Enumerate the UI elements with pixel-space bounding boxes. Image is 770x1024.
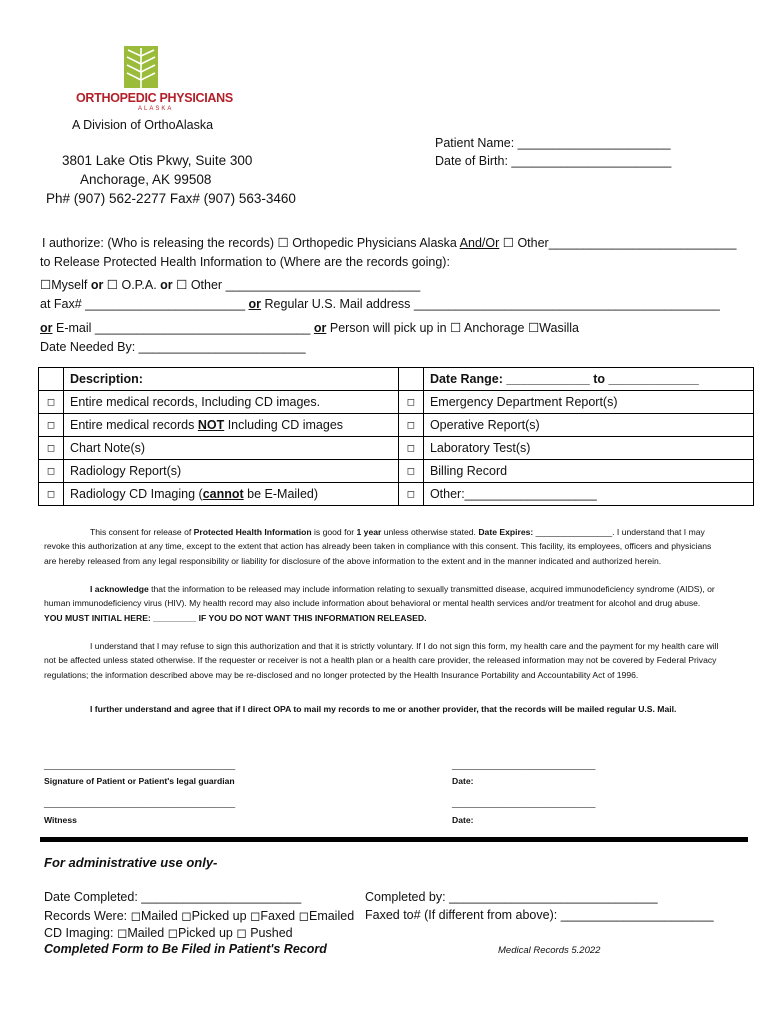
admin-title: For administrative use only- bbox=[44, 855, 218, 870]
records-table bbox=[38, 367, 754, 506]
or-text: or bbox=[313, 321, 327, 335]
other-releaser-field[interactable]: ☐ Other___________________________ bbox=[502, 236, 737, 250]
email-pickup-line[interactable] bbox=[40, 320, 579, 335]
date-completed-field[interactable]: Date Completed: _______________________ bbox=[44, 890, 302, 904]
witness-line[interactable]: ________________________________________ bbox=[44, 798, 236, 808]
description-header: Description: bbox=[64, 368, 399, 391]
empty-cell bbox=[398, 368, 423, 391]
record-option: Chart Note(s) bbox=[64, 437, 399, 460]
checkbox[interactable]: ◻ bbox=[398, 483, 423, 506]
record-option: Radiology CD Imaging (cannot be E-Mailed) bbox=[64, 483, 399, 506]
andor-text: And/Or bbox=[459, 236, 500, 250]
record-option: Emergency Department Report(s) bbox=[423, 391, 753, 414]
checkbox[interactable]: ◻ bbox=[398, 414, 423, 437]
witness-label: Witness bbox=[44, 815, 77, 825]
date-range-header[interactable]: Date Range: ____________ to _____________ bbox=[423, 368, 753, 391]
or-text: or bbox=[248, 297, 262, 311]
record-option: Billing Record bbox=[423, 460, 753, 483]
date-needed-field[interactable]: Date Needed By: ________________________ bbox=[40, 340, 306, 354]
mail-address-field[interactable]: Regular U.S. Mail address ____________________________________________ bbox=[264, 297, 720, 311]
consent-paragraph-1: This consent for release of Protected Health Information is good for 1 year unless otherwise stated. Date Expires: ________________. I understand that I may revoke this authorization at any time, except to the extent that action has already been taken in compliance with this consent. This facility, its employees, officers and physicians are hereby released from any legal responsibility or liability for disclosure of the above information to the extent and in the manner indicated and authorized herein. bbox=[44, 527, 712, 566]
faxed-to-field[interactable]: Faxed to# (If different from above): ______________________ bbox=[365, 908, 714, 922]
fax-mail-line[interactable] bbox=[40, 297, 720, 311]
pickup-field[interactable]: Person will pick up in ☐ Anchorage ☐Wasilla bbox=[329, 321, 579, 335]
checkbox[interactable]: ◻ bbox=[398, 437, 423, 460]
table-row bbox=[39, 437, 754, 460]
consent-paragraph-2: I acknowledge that the information to be released may include information relating to sexually transmitted disease, acquired immunodeficiency syndrome (AIDS), or human immunodeficiency virus (HIV). My health record may also include information about behavioral or mental health services and/or treatment for alcohol and drug abuse. YOU MUST INITIAL HERE: _________ IF YOU DO NOT WANT THIS INFORMATION RELEASED. bbox=[44, 584, 715, 623]
dob-field[interactable]: Date of Birth: _______________________ bbox=[435, 154, 672, 168]
checkbox[interactable]: ◻ bbox=[398, 460, 423, 483]
record-option: Radiology Report(s) bbox=[64, 460, 399, 483]
date-line[interactable]: ______________________________ bbox=[452, 760, 596, 770]
address-line1: 3801 Lake Otis Pkwy, Suite 300 bbox=[62, 153, 253, 168]
release-to-text: to Release Protected Health Information to (Where are the records going): bbox=[40, 255, 450, 269]
division-text: A Division of OrthoAlaska bbox=[72, 118, 214, 132]
other-record-field[interactable]: Other:___________________ bbox=[423, 483, 753, 506]
table-row bbox=[39, 460, 754, 483]
witness-date-label: Date: bbox=[452, 815, 474, 825]
footer-note: Completed Form to Be Filed in Patient's Record bbox=[44, 942, 327, 956]
table-row bbox=[39, 391, 754, 414]
authorize-text: I authorize: (Who is releasing the records) ☐ Orthopedic Physicians Alaska bbox=[42, 236, 457, 250]
section-divider bbox=[40, 837, 748, 842]
phone-fax: Ph# (907) 562-2277 Fax# (907) 563-3460 bbox=[46, 191, 296, 206]
company-logo bbox=[76, 44, 233, 116]
myself-checkbox[interactable]: ☐Myself bbox=[40, 278, 88, 292]
signature-line[interactable]: ________________________________________ bbox=[44, 760, 236, 770]
checkbox[interactable]: ◻ bbox=[39, 460, 64, 483]
logo-name: ORTHOPEDIC PHYSICIANS bbox=[76, 91, 233, 105]
logo-sub: ALASKA bbox=[138, 106, 174, 112]
other-recipient-field[interactable]: ☐ Other ____________________________ bbox=[176, 278, 421, 292]
or-text: or bbox=[90, 278, 104, 292]
record-option: Entire medical records, Including CD images. bbox=[64, 391, 399, 414]
checkbox[interactable]: ◻ bbox=[39, 483, 64, 506]
empty-cell bbox=[39, 368, 64, 391]
witness-date-line[interactable]: ______________________________ bbox=[452, 798, 596, 808]
checkbox[interactable]: ◻ bbox=[39, 414, 64, 437]
records-were-options[interactable]: Records Were: ◻Mailed ◻Picked up ◻Faxed ◻Emailed bbox=[44, 909, 355, 923]
signature-label: Signature of Patient or Patient's legal guardian bbox=[44, 776, 235, 786]
checkbox[interactable]: ◻ bbox=[398, 391, 423, 414]
consent-paragraph-4: I further understand and agree that if I direct OPA to mail my records to me or another provider, that the records will be mailed regular U.S. Mail. bbox=[90, 704, 677, 714]
checkbox[interactable]: ◻ bbox=[39, 437, 64, 460]
record-option: Operative Report(s) bbox=[423, 414, 753, 437]
recipient-line[interactable] bbox=[40, 277, 420, 292]
table-header-row bbox=[39, 368, 754, 391]
checkbox[interactable]: ◻ bbox=[39, 391, 64, 414]
opa-checkbox[interactable]: ☐ O.P.A. bbox=[106, 278, 157, 292]
date-label: Date: bbox=[452, 776, 474, 786]
or-text: or bbox=[160, 278, 173, 292]
cd-imaging-options[interactable]: CD Imaging: ◻Mailed ◻Picked up ◻ Pushed bbox=[44, 926, 293, 940]
fax-field[interactable]: at Fax# _______________________ bbox=[40, 297, 246, 311]
patient-name-field[interactable]: Patient Name: ______________________ bbox=[435, 136, 671, 150]
consent-paragraph-3: I understand that I may refuse to sign this authorization and that it is strictly voluntary. If I do not sign this form, my health care and the payment for my health care will not be affected unless stated otherwise. If the requester or receiver is not a health plan or a health care provider, the released information may not be covered by Federal Privacy regulations; the information described above may be re-disclosed and no longer protected by the Health Insurance Portability and Accountability Act of 1996. bbox=[44, 641, 719, 680]
record-option: Entire medical records NOT Including CD images bbox=[64, 414, 399, 437]
or-text: or bbox=[40, 321, 53, 335]
address-line2: Anchorage, AK 99508 bbox=[80, 172, 212, 187]
authorize-line1[interactable] bbox=[42, 235, 736, 250]
completed-by-field[interactable]: Completed by: ______________________________ bbox=[365, 890, 658, 904]
email-field[interactable]: E-mail _______________________________ bbox=[55, 321, 311, 335]
form-version: Medical Records 5.2022 bbox=[498, 945, 601, 956]
table-row bbox=[39, 483, 754, 506]
record-option: Laboratory Test(s) bbox=[423, 437, 753, 460]
table-row bbox=[39, 414, 754, 437]
